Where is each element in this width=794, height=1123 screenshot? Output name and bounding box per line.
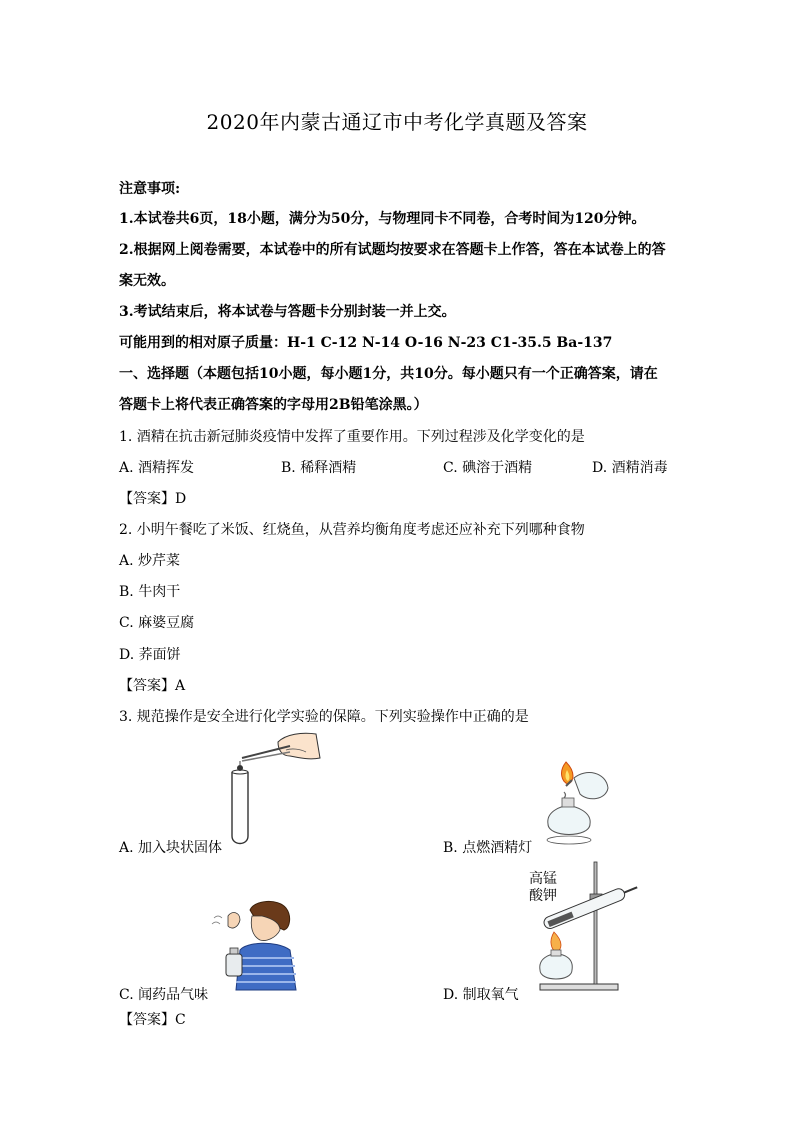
q3-option-c: C. 闻药品气味 — [119, 987, 209, 1003]
figure-d-label-line-2: 酸钾 — [529, 888, 557, 904]
q1-option-b: B. 稀释酒精 — [281, 460, 357, 476]
q2-option-a: A. 炒芹菜 — [119, 553, 181, 569]
note-1: 1.本试卷共6页，18小题，满分为50分，与物理同卡不同卷，合考时间为120分钟。 — [119, 211, 646, 227]
q1-answer: 【答案】D — [119, 491, 187, 507]
figure-a-illustration — [220, 728, 330, 850]
note-2-line-2: 案无效。 — [119, 273, 175, 289]
q3-option-d: D. 制取氧气 — [443, 987, 519, 1003]
q3-stem: 3. 规范操作是安全进行化学实验的保障。下列实验操作中正确的是 — [119, 709, 529, 725]
q3-option-b: B. 点燃酒精灯 — [443, 840, 533, 856]
page-title: 2020年内蒙古通辽市中考化学真题及答案 — [206, 110, 588, 134]
q2-option-d: D. 荞面饼 — [119, 647, 181, 663]
note-3: 3.考试结束后，将本试卷与答题卡分别封装一并上交。 — [119, 304, 456, 320]
q2-option-b: B. 牛肉干 — [119, 584, 181, 600]
q1-option-d: D. 酒精消毒 — [592, 460, 668, 476]
q1-option-a: A. 酒精挥发 — [119, 460, 195, 476]
q1-option-c: C. 碘溶于酒精 — [443, 460, 533, 476]
figure-c-illustration — [206, 898, 302, 990]
figure-b-illustration — [536, 758, 616, 850]
q2-option-c: C. 麻婆豆腐 — [119, 615, 195, 631]
section-heading-line-1: 一、选择题（本题包括10小题，每小题1分，共10分。每小题只有一个正确答案，请在 — [119, 366, 658, 382]
q2-answer: 【答案】A — [119, 678, 186, 694]
note-2-line-1: 2.根据网上阅卷需要，本试卷中的所有试题均按要求在答题卡上作答，答在本试卷上的答 — [119, 242, 666, 258]
q3-answer: 【答案】C — [119, 1012, 186, 1028]
section-heading-line-2: 答题卡上将代表正确答案的字母用2B铅笔涂黑。） — [119, 397, 428, 413]
figure-d-illustration — [536, 860, 648, 994]
q2-stem: 2. 小明午餐吃了米饭、红烧鱼，从营养均衡角度考虑还应补充下列哪种食物 — [119, 522, 585, 538]
q3-option-a: A. 加入块状固体 — [119, 840, 223, 856]
atomic-masses: 可能用到的相对原子质量：H-1 C-12 N-14 O-16 N-23 C1-35.5 Ba-137 — [119, 335, 613, 351]
q1-stem: 1. 酒精在抗击新冠肺炎疫情中发挥了重要作用。下列过程涉及化学变化的是 — [119, 429, 585, 445]
notes-heading: 注意事项: — [119, 181, 181, 197]
figure-d-label-line-1: 高锰 — [529, 871, 557, 887]
